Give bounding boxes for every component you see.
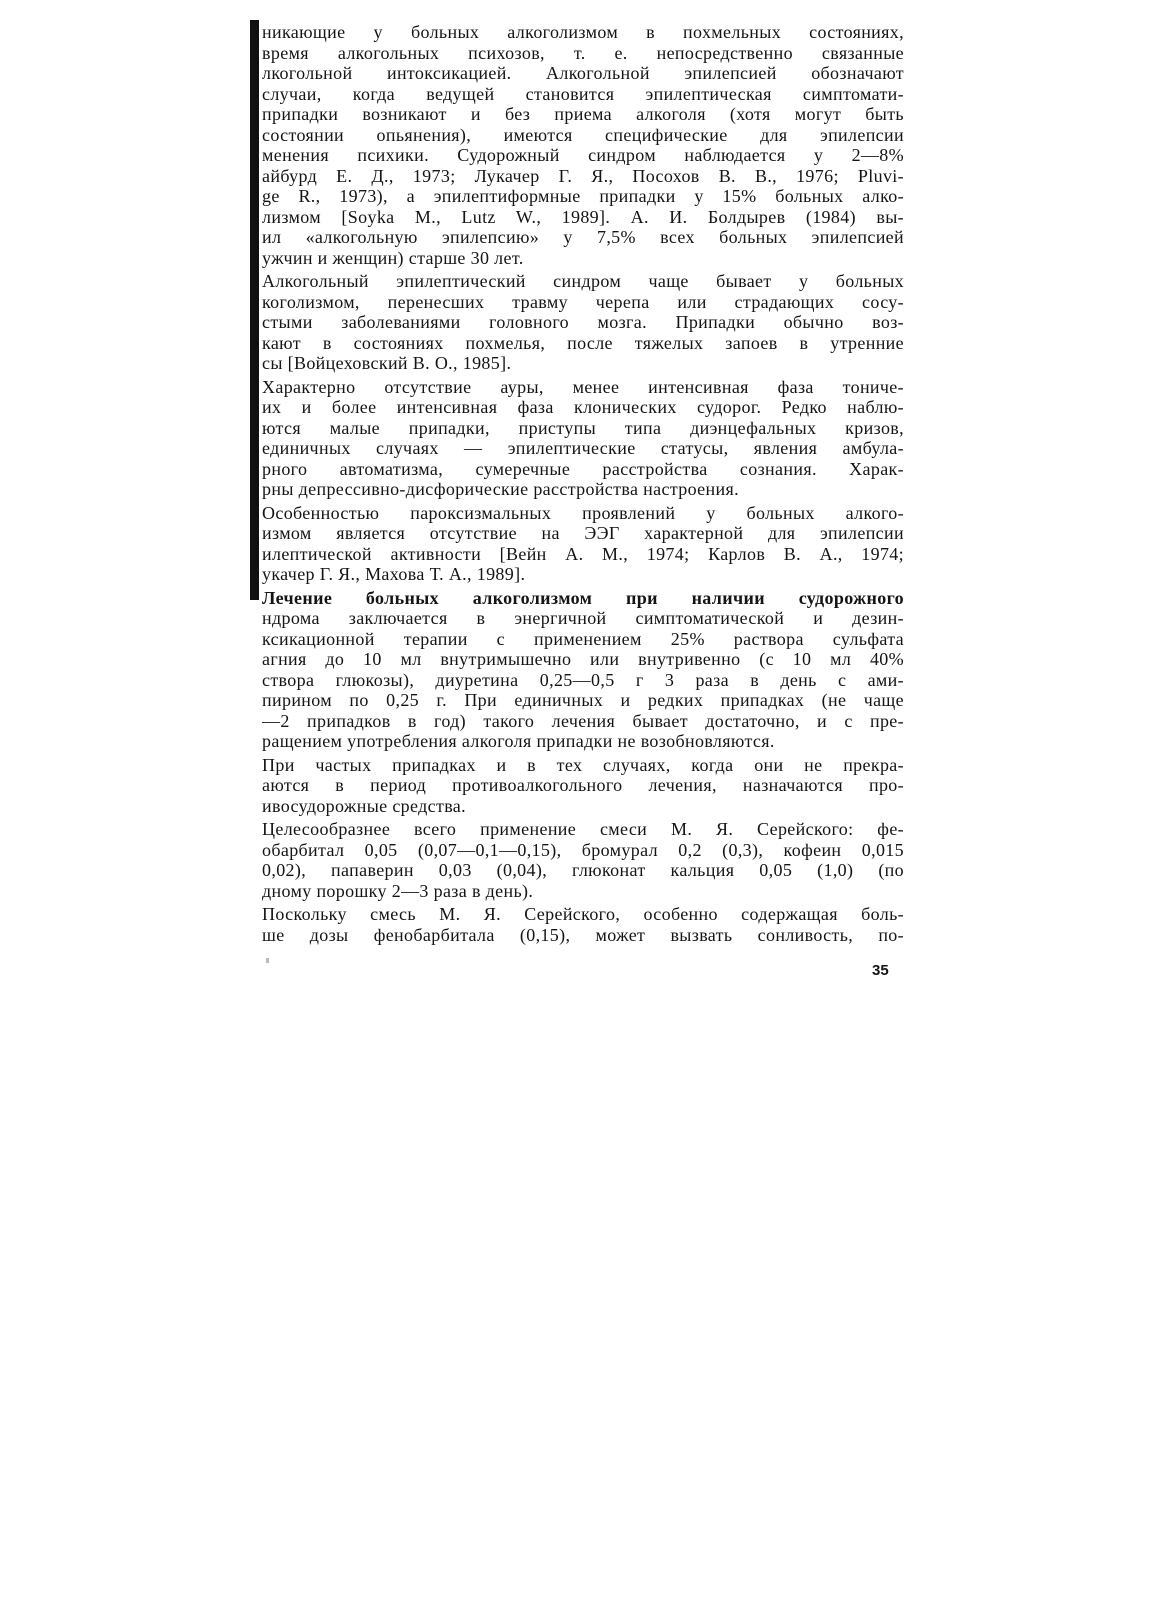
text-line: Целесообразнее всего применение смеси М. Я. Серейского: фе- bbox=[262, 819, 904, 839]
text-line: ндрома заключается в энергичной симптоматической и дезин- bbox=[262, 608, 904, 628]
text-line: измом является отсутствие на ЭЭГ характерной для эпилепсии bbox=[262, 523, 904, 543]
body-text bbox=[262, 22, 904, 945]
text-line: кают в состояниях похмелья, после тяжелых запоев в утренние bbox=[262, 332, 904, 353]
scan-edge-shadow bbox=[250, 20, 259, 600]
text-line: Лечение больных алкоголизмом при наличии судорожного bbox=[262, 587, 904, 608]
text-line: лкогольной интоксикацией. Алкогольной эпилепсией обозначают bbox=[262, 63, 904, 83]
text-line: их и более интенсивная фаза клонических судорог. Редко наблю- bbox=[262, 397, 904, 417]
text-line: ксикационной терапии с применением 25% раствора сульфата bbox=[262, 628, 904, 649]
text-line: коголизмом, перенесших травму черепа или страдающих сосу- bbox=[262, 291, 904, 312]
text-line: менения психики. Судорожный синдром наблюдается у 2—8% bbox=[262, 145, 904, 165]
text-line: Особенностью пароксизмальных проявлений у больных алкого- bbox=[262, 502, 904, 523]
text-line: ил «алкогольную эпилепсию» у 7,5% всех больных эпилепсией bbox=[262, 227, 904, 247]
text-line: айбурд Е. Д., 1973; Лукачер Г. Я., Посохов В. В., 1976; Pluvi- bbox=[262, 165, 904, 186]
text-line: укачер Г. Я., Махова Т. А., 1989]. bbox=[262, 564, 526, 584]
text-line: —2 припадков в год) такого лечения бывает достаточно, и с пре- bbox=[262, 710, 904, 731]
text-line: дному порошку 2—3 раза в день). bbox=[262, 880, 534, 901]
text-line: лизмом [Soyka M., Lutz W., 1989]. А. И. Болдырев (1984) вы- bbox=[262, 206, 904, 227]
text-line: ивосудорожные средства. bbox=[262, 795, 466, 816]
page-number: 35 bbox=[872, 962, 889, 979]
text-line: случаи, когда ведущей становится эпилептическая симптомати- bbox=[262, 83, 904, 104]
text-line: припадки возникают и без приема алкоголя (хотя могут быть bbox=[262, 104, 904, 124]
text-line: ужчин и женщин) старше 30 лет. bbox=[262, 247, 524, 268]
text-line: стыми заболеваниями головного мозга. Припадки обычно воз- bbox=[262, 312, 904, 332]
text-line: При частых припадках и в тех случаях, когда они не прекра- bbox=[262, 754, 904, 775]
text-line: единичных случаях — эпилептические статусы, явления амбула- bbox=[262, 438, 904, 458]
text-line: ge R., 1973), а эпилептиформные припадки у 15% больных алко- bbox=[262, 186, 904, 206]
text-line: аются в период противоалкогольного лечения, назначаются про- bbox=[262, 775, 904, 795]
text-line: створа глюкозы), диуретина 0,25—0,5 г 3 раза в день с ами- bbox=[262, 669, 904, 690]
text-line: сы [Войцеховский В. О., 1985]. bbox=[262, 353, 512, 373]
scan-speck bbox=[266, 958, 269, 963]
text-line: агния до 10 мл внутримышечно или внутривенно (с 10 мл 40% bbox=[262, 649, 904, 669]
text-line: Характерно отсутствие ауры, менее интенсивная фаза тониче- bbox=[262, 376, 904, 397]
text-line: рны депрессивно-дисфорические расстройства настроения. bbox=[262, 479, 739, 499]
text-line: обарбитал 0,05 (0,07—0,1—0,15), бромурал 0,2 (0,3), кофеин 0,015 bbox=[262, 839, 904, 860]
text-line: ше дозы фенобарбитала (0,15), может вызвать сонливость, по- bbox=[262, 924, 904, 945]
text-line: ются малые припадки, приступы типа диэнцефальных кризов, bbox=[262, 417, 904, 438]
text-line: рного автоматизма, сумеречные расстройства сознания. Харак- bbox=[262, 458, 904, 479]
text-line: время алкогольных психозов, т. е. непосредственно связанные bbox=[262, 42, 904, 63]
text-line: ращением употребления алкоголя припадки не возобновляются. bbox=[262, 731, 775, 751]
text-line: пирином по 0,25 г. При единичных и редких припадках (не чаще bbox=[262, 690, 904, 710]
text-line: никающие у больных алкоголизмом в похмельных состояниях, bbox=[262, 22, 904, 42]
text-line: состоянии опьянения), имеются специфические для эпилепсии bbox=[262, 124, 904, 145]
text-line: 0,02), папаверин 0,03 (0,04), глюконат кальция 0,05 (1,0) (по bbox=[262, 860, 904, 880]
text-line: Алкогольный эпилептический синдром чаще бывает у больных bbox=[262, 271, 904, 291]
text-line: илептической активности [Вейн А. М., 1974; Карлов В. А., 1974; bbox=[262, 543, 904, 564]
text-line: Поскольку смесь М. Я. Серейского, особенно содержащая боль- bbox=[262, 904, 904, 924]
